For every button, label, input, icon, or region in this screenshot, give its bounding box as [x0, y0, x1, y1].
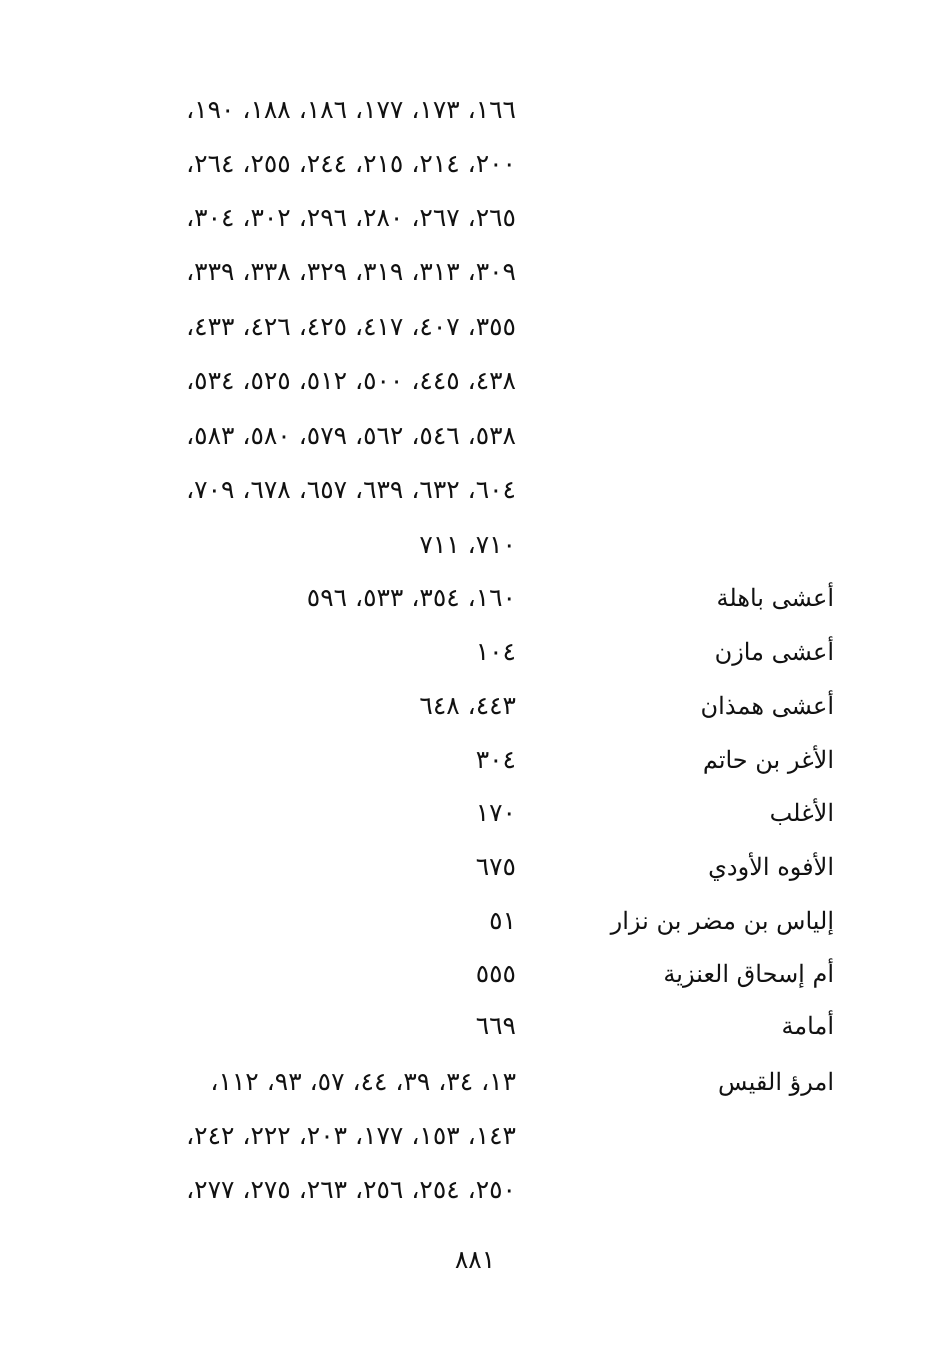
page-references: ٢٥٠، ٢٥٤، ٢٥٦، ٢٦٣، ٢٧٥، ٢٧٧، [186, 1175, 516, 1204]
index-row [100, 416, 840, 456]
entry-name: أعشى مازن [714, 638, 834, 666]
entry-name: أمامة [781, 1012, 834, 1040]
page-references: ٥٣٨، ٥٤٦، ٥٦٢، ٥٧٩، ٥٨٠، ٥٨٣، [186, 421, 516, 450]
index-row [100, 1170, 840, 1210]
page-references: ١٠٤ [475, 637, 516, 666]
page-references: ٥٥٥ [475, 959, 516, 988]
page-references: ١٧٠ [475, 798, 516, 827]
page-references: ٥١ [489, 906, 516, 935]
page-references: ٤٣٨، ٤٤٥، ٥٠٠، ٥١٢، ٥٢٥، ٥٣٤، [186, 366, 516, 395]
index-row [100, 307, 840, 347]
index-row [100, 901, 840, 941]
page-references: ٣٥٥، ٤٠٧، ٤١٧، ٤٢٥، ٤٢٦، ٤٣٣، [186, 312, 516, 341]
index-row [100, 1116, 840, 1156]
entry-name: أم إسحاق العنزية [663, 960, 834, 988]
entry-name: امرؤ القيس [718, 1068, 834, 1096]
page-references: ٦٦٩ [475, 1011, 516, 1040]
page-number: ٨٨١ [454, 1245, 496, 1274]
index-row [100, 1062, 840, 1102]
entry-name: الأغر بن حاتم [702, 746, 834, 774]
page-references: ٧١٠، ٧١١ [419, 530, 516, 559]
page-references: ٢٦٥، ٢٦٧، ٢٨٠، ٢٩٦، ٣٠٢، ٣٠٤، [186, 203, 516, 232]
page-references: ٦٠٤، ٦٣٢، ٦٣٩، ٦٥٧، ٦٧٨، ٧٠٩، [186, 475, 516, 504]
index-row [100, 954, 840, 994]
index-row [100, 686, 840, 726]
index-row [100, 198, 840, 238]
index-row [100, 793, 840, 833]
page-references: ١٦٦، ١٧٣، ١٧٧، ١٨٦، ١٨٨، ١٩٠، [186, 95, 516, 124]
page-references: ١٤٣، ١٥٣، ١٧٧، ٢٠٣، ٢٢٢، ٢٤٢، [186, 1121, 516, 1150]
index-row [100, 847, 840, 887]
entry-name: الأغلب [769, 799, 834, 827]
index-row [100, 144, 840, 184]
index-row [100, 525, 840, 565]
page-references: ٢٠٠، ٢١٤، ٢١٥، ٢٤٤، ٢٥٥، ٢٦٤، [186, 149, 516, 178]
index-row [100, 90, 840, 130]
page-references: ٣٠٤ [475, 745, 516, 774]
index-row [100, 361, 840, 401]
index-row [100, 578, 840, 618]
index-row [100, 470, 840, 510]
entry-name: أعشى همذان [700, 692, 834, 720]
page-references: ٣٠٩، ٣١٣، ٣١٩، ٣٢٩، ٣٣٨، ٣٣٩، [186, 257, 516, 286]
page-references: ٦٧٥ [475, 852, 516, 881]
index-row [100, 1006, 840, 1046]
entry-name: إلياس بن مضر بن نزار [610, 907, 834, 935]
entry-name: الأفوه الأودي [708, 853, 834, 881]
page-references: ٤٤٣، ٦٤٨ [419, 691, 516, 720]
entry-name: أعشى باهلة [716, 584, 834, 612]
page-references: ١٦٠، ٣٥٤، ٥٣٣، ٥٩٦ [306, 583, 516, 612]
index-row [100, 740, 840, 780]
index-row [100, 252, 840, 292]
page-references: ١٣، ٣٤، ٣٩، ٤٤، ٥٧، ٩٣، ١١٢، [210, 1067, 516, 1096]
index-row [100, 632, 840, 672]
